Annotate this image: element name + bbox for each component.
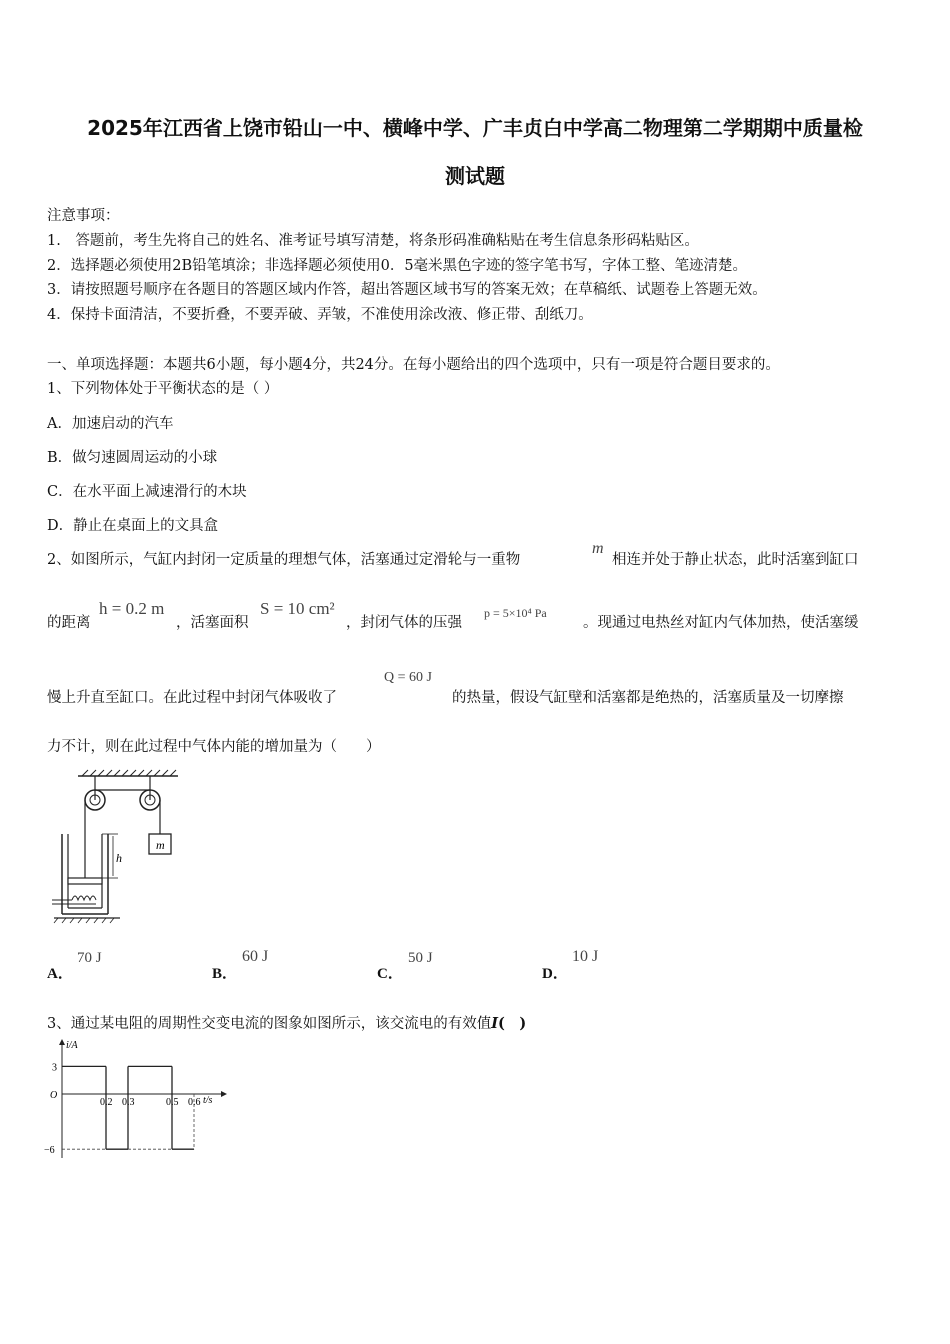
y-tick-label: O bbox=[50, 1090, 58, 1101]
current-time-chart bbox=[40, 1036, 230, 1161]
x-axis-label: t/s bbox=[203, 1095, 213, 1106]
notice-item: 4．保持卡面清洁，不要折叠，不要弄破、弄皱，不准使用涂改液、修正带、刮纸刀。 bbox=[47, 307, 593, 323]
x-tick-label: 0.6 bbox=[188, 1097, 201, 1108]
q2-option-a-value: 70 J bbox=[77, 950, 102, 966]
q2-line2-d: 。现通过电热丝对缸内气体加热，使活塞缓 bbox=[583, 615, 859, 631]
q2-line3-a: 慢上升直至缸口。在此过程中封闭气体吸收了 bbox=[47, 690, 337, 706]
notice-item: 3．请按照题号顺序在各题目的答题区域内作答，超出答题区域书写的答案无效；在草稿纸、试题卷上答题无效。 bbox=[47, 282, 767, 298]
x-tick-label: 0.3 bbox=[122, 1097, 135, 1108]
page-title-line1: 2025年江西省上饶市铅山一中、横峰中学、广丰贞白中学高二物理第二学期期中质量检 bbox=[87, 116, 863, 140]
notice-item: 2．选择题必须使用2B铅笔填涂；非选择题必须使用0．5毫米黑色字迹的签字笔书写，字体工整、笔迹清楚。 bbox=[47, 258, 748, 274]
q2-h-equation: h = 0.2 m bbox=[99, 599, 165, 618]
cylinder-pulley-figure bbox=[50, 768, 190, 928]
q2-q-equation: Q = 60 J bbox=[384, 670, 432, 685]
q3-stem bbox=[47, 1012, 526, 1033]
q2-option-d-label: D． bbox=[542, 966, 568, 982]
q2-line2-a: 的距离 bbox=[47, 615, 91, 631]
q2-option-a-label: A． bbox=[47, 966, 73, 982]
q2-option-c-value: 50 J bbox=[408, 950, 433, 966]
q2-line4: 力不计，则在此过程中气体内能的增加量为（ ） bbox=[47, 739, 381, 755]
q3-stem-text: 3、通过某电阻的周期性交变电流的图象如图所示，该交流电的有效值 bbox=[47, 1016, 492, 1032]
q2-line1-b: 相连并处于静止状态，此时活塞到缸口 bbox=[612, 552, 859, 568]
x-tick-label: 0.2 bbox=[100, 1097, 113, 1108]
q1-stem: 1、下列物体处于平衡状态的是（ ） bbox=[47, 381, 279, 397]
page-title-line2: 测试题 bbox=[445, 164, 505, 188]
y-tick-label: −6 bbox=[44, 1145, 55, 1157]
q2-line1-a: 2、如图所示，气缸内封闭一定质量的理想气体，活塞通过定滑轮与一重物 bbox=[47, 552, 521, 568]
q1-option-b: B．做匀速圆周运动的小球 bbox=[47, 450, 218, 466]
weight-label: m bbox=[156, 838, 165, 852]
q2-line3-b: 的热量，假设气缸壁和活塞都是绝热的，活塞质量及一切摩擦 bbox=[452, 690, 844, 706]
q2-option-b-label: B． bbox=[212, 966, 238, 982]
q1-option-d: D．静止在桌面上的文具盒 bbox=[47, 518, 219, 534]
notice-heading: 注意事项： bbox=[47, 208, 120, 224]
q2-line2-c: ，封闭气体的压强 bbox=[346, 615, 462, 631]
q1-option-a: A．加速启动的汽车 bbox=[47, 416, 174, 432]
q1-option-c: C．在水平面上减速滑行的木块 bbox=[47, 484, 247, 500]
q3-current-symbol: I bbox=[491, 1015, 499, 1032]
q2-m-symbol: m bbox=[592, 540, 604, 557]
q2-s-equation: S = 10 cm² bbox=[260, 599, 335, 618]
h-label: h bbox=[116, 851, 122, 865]
y-tick-label: 3 bbox=[52, 1062, 57, 1074]
q2-option-c-label: C． bbox=[377, 966, 403, 982]
q2-option-b-value: 60 J bbox=[242, 948, 269, 965]
x-tick-label: 0.5 bbox=[166, 1097, 179, 1108]
q2-line2-b: ，活塞面积 bbox=[176, 615, 249, 631]
y-axis-label: i/A bbox=[66, 1040, 78, 1051]
q2-p-equation: p = 5×10⁴ Pa bbox=[484, 606, 547, 620]
notice-item: 1. 答题前，考生先将自己的姓名、准考证号填写清楚，将条形码准确粘贴在考生信息条形码粘贴区。 bbox=[47, 233, 699, 249]
q3-stem-paren: ( ) bbox=[498, 1015, 527, 1032]
section-heading: 一、单项选择题：本题共6小题，每小题4分，共24分。在每小题给出的四个选项中，只有一项是符合题目要求的。 bbox=[47, 357, 780, 373]
q2-option-d-value: 10 J bbox=[572, 948, 599, 965]
